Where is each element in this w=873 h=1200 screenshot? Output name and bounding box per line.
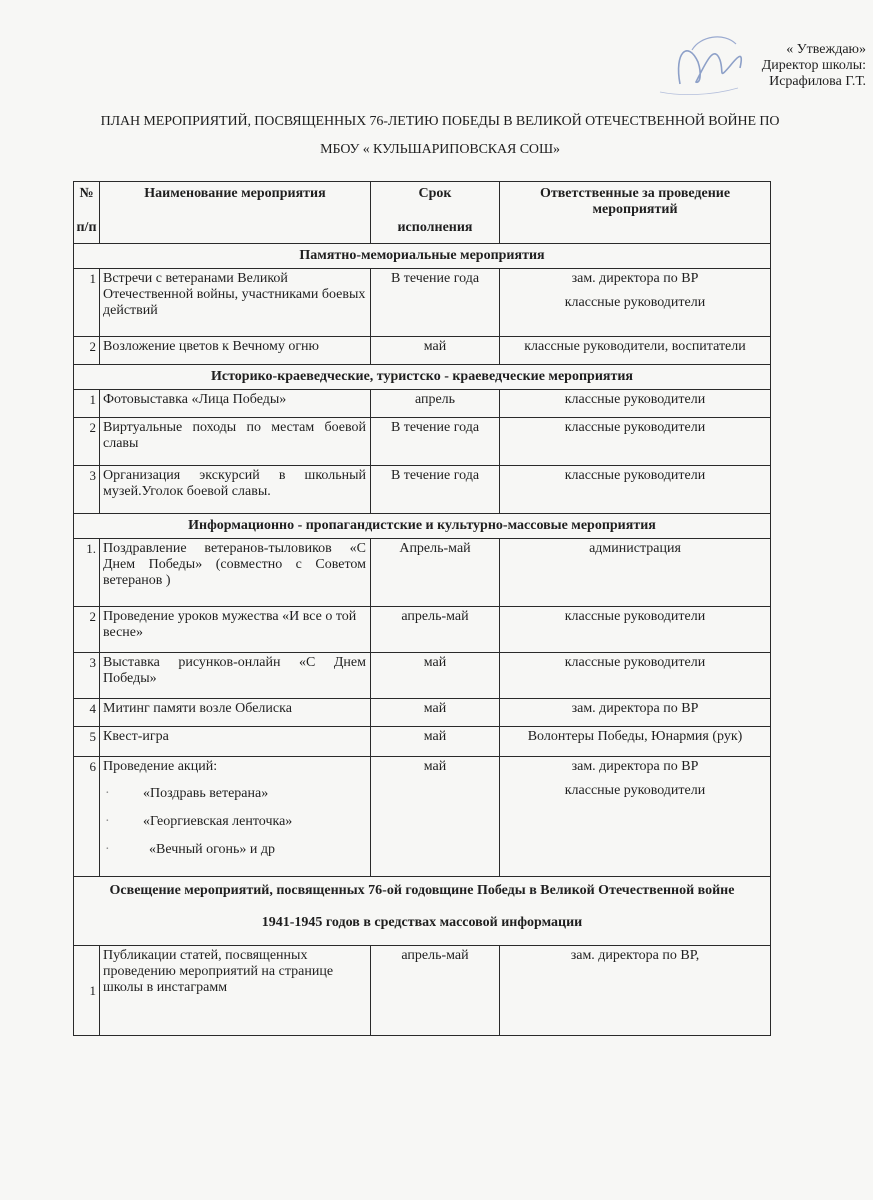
title-line-1: ПЛАН МЕРОПРИЯТИЙ, ПОСВЯЩЕННЫХ 76-ЛЕТИЮ ПОБЕДЫ В ВЕЛИКОЙ ОТЕЧЕСТВЕННОЙ ВОЙНЕ ПО (100, 114, 780, 129)
row-number: 3 (74, 653, 100, 699)
table-row (74, 946, 771, 1036)
event-name: Виртуальные походы по местам боевой славы (100, 418, 371, 466)
header-term-line1: Срок (418, 186, 452, 201)
section-title: Памятно-мемориальные мероприятия (74, 244, 771, 269)
event-term: Апрель-май (371, 539, 500, 607)
row-number: 1 (74, 390, 100, 418)
event-name: Поздравление ветеранов-тыловиков «С Днем Победы» (совместно с Советом ветеранов ) (100, 539, 371, 607)
event-responsible: классные руководители (500, 418, 771, 466)
event-term: апрель-май (371, 946, 500, 1036)
event-name: Выставка рисунков-онлайн «С Днем Победы» (100, 653, 371, 699)
table-row (74, 466, 771, 514)
header-responsible: Ответственные за проведение мероприятий (500, 182, 771, 244)
event-responsible: классные руководители (500, 653, 771, 699)
table-row (74, 607, 771, 653)
event-name: Проведение уроков мужества «И все о той весне» (100, 607, 371, 653)
row-number: 1 (74, 946, 100, 1036)
table-row (74, 418, 771, 466)
row-number: 6 (74, 757, 100, 877)
row-number: 2 (74, 418, 100, 466)
event-name: Фотовыставка «Лица Победы» (100, 390, 371, 418)
event-term: май (371, 757, 500, 877)
list-item: · «Поздравь ветерана» (103, 787, 366, 815)
event-term: май (371, 337, 500, 365)
event-name: Митинг памяти возле Обелиска (100, 699, 371, 727)
row-number: 2 (74, 607, 100, 653)
event-responsible: классные руководители, воспитатели (500, 337, 771, 365)
responsible-line1: зам. директора по ВР (571, 271, 699, 286)
section-title-line1: Освещение мероприятий, посвященных 76-ой годовщине Победы в Великой Отечественной войне (109, 883, 735, 898)
event-responsible: классные руководители (500, 466, 771, 514)
director-name: Исрафилова Г.Т. (769, 74, 866, 89)
event-term: В течение года (371, 269, 500, 337)
table-header-row (74, 182, 771, 244)
event-term: май (371, 699, 500, 727)
event-name: Публикации статей, посвященных проведению мероприятий на странице школы в инстаграмм (100, 946, 371, 1036)
event-responsible: классные руководители (500, 607, 771, 653)
event-responsible: администрация (500, 539, 771, 607)
header-number-line1: № (79, 186, 94, 201)
responsible-line2: классные руководители (564, 783, 706, 798)
row-number: 4 (74, 699, 100, 727)
table-row (74, 699, 771, 727)
table-row (74, 757, 771, 877)
event-responsible: зам. директора по ВР, (500, 946, 771, 1036)
approval-block (706, 42, 866, 90)
section-title (74, 877, 771, 946)
section-row (74, 365, 771, 390)
table-row (74, 269, 771, 337)
header-number (74, 182, 100, 244)
list-item: · «Вечный огонь» и др (103, 843, 366, 871)
table-row (74, 337, 771, 365)
event-name-text: Проведение акций: (103, 759, 218, 774)
list-item: · «Георгиевская ленточка» (103, 815, 366, 843)
header-term-line2: исполнения (397, 220, 473, 235)
event-term: апрель (371, 390, 500, 418)
responsible-line2: классные руководители (564, 295, 706, 310)
row-number: 1. (74, 539, 100, 607)
section-title: Историко-краеведческие, туристско - краеведческие мероприятия (74, 365, 771, 390)
row-number: 1 (74, 269, 100, 337)
event-name: Квест-игра (100, 727, 371, 757)
table-row (74, 653, 771, 699)
event-term: май (371, 727, 500, 757)
section-title: Информационно - пропагандистские и культурно-массовые мероприятия (74, 514, 771, 539)
event-responsible (500, 269, 771, 337)
header-number-line2: п/п (76, 220, 97, 235)
table-row (74, 539, 771, 607)
section-row (74, 244, 771, 269)
event-name: Встречи с ветеранами Великой Отечественной войны, участниками боевых действий (100, 269, 371, 337)
approval-label: « Утвеждаю» (786, 42, 866, 57)
title-line-2: МБОУ « КУЛЬШАРИПОВСКАЯ СОШ» (320, 142, 560, 157)
header-event-name: Наименование мероприятия (100, 182, 371, 244)
header-term (371, 182, 500, 244)
table-row (74, 390, 771, 418)
row-number: 3 (74, 466, 100, 514)
event-responsible: классные руководители (500, 390, 771, 418)
table-row (74, 727, 771, 757)
section-title-line2: 1941-1945 годов в средствах массовой информации (261, 915, 583, 930)
event-responsible (500, 757, 771, 877)
actions-list (103, 787, 366, 871)
event-name: Возложение цветов к Вечному огню (100, 337, 371, 365)
director-position: Директор школы: (761, 58, 866, 73)
section-row (74, 877, 771, 946)
document-title (60, 108, 820, 164)
event-term: апрель-май (371, 607, 500, 653)
event-responsible: Волонтеры Победы, Юнармия (рук) (500, 727, 771, 757)
row-number: 2 (74, 337, 100, 365)
event-name (100, 757, 371, 877)
event-term: В течение года (371, 418, 500, 466)
event-name: Организация экскурсий в школьный музей.Уголок боевой славы. (100, 466, 371, 514)
event-responsible: зам. директора по ВР (500, 699, 771, 727)
row-number: 5 (74, 727, 100, 757)
event-term: В течение года (371, 466, 500, 514)
responsible-line1: зам. директора по ВР (571, 759, 699, 774)
section-row (74, 514, 771, 539)
event-term: май (371, 653, 500, 699)
events-plan-table (73, 181, 771, 1036)
